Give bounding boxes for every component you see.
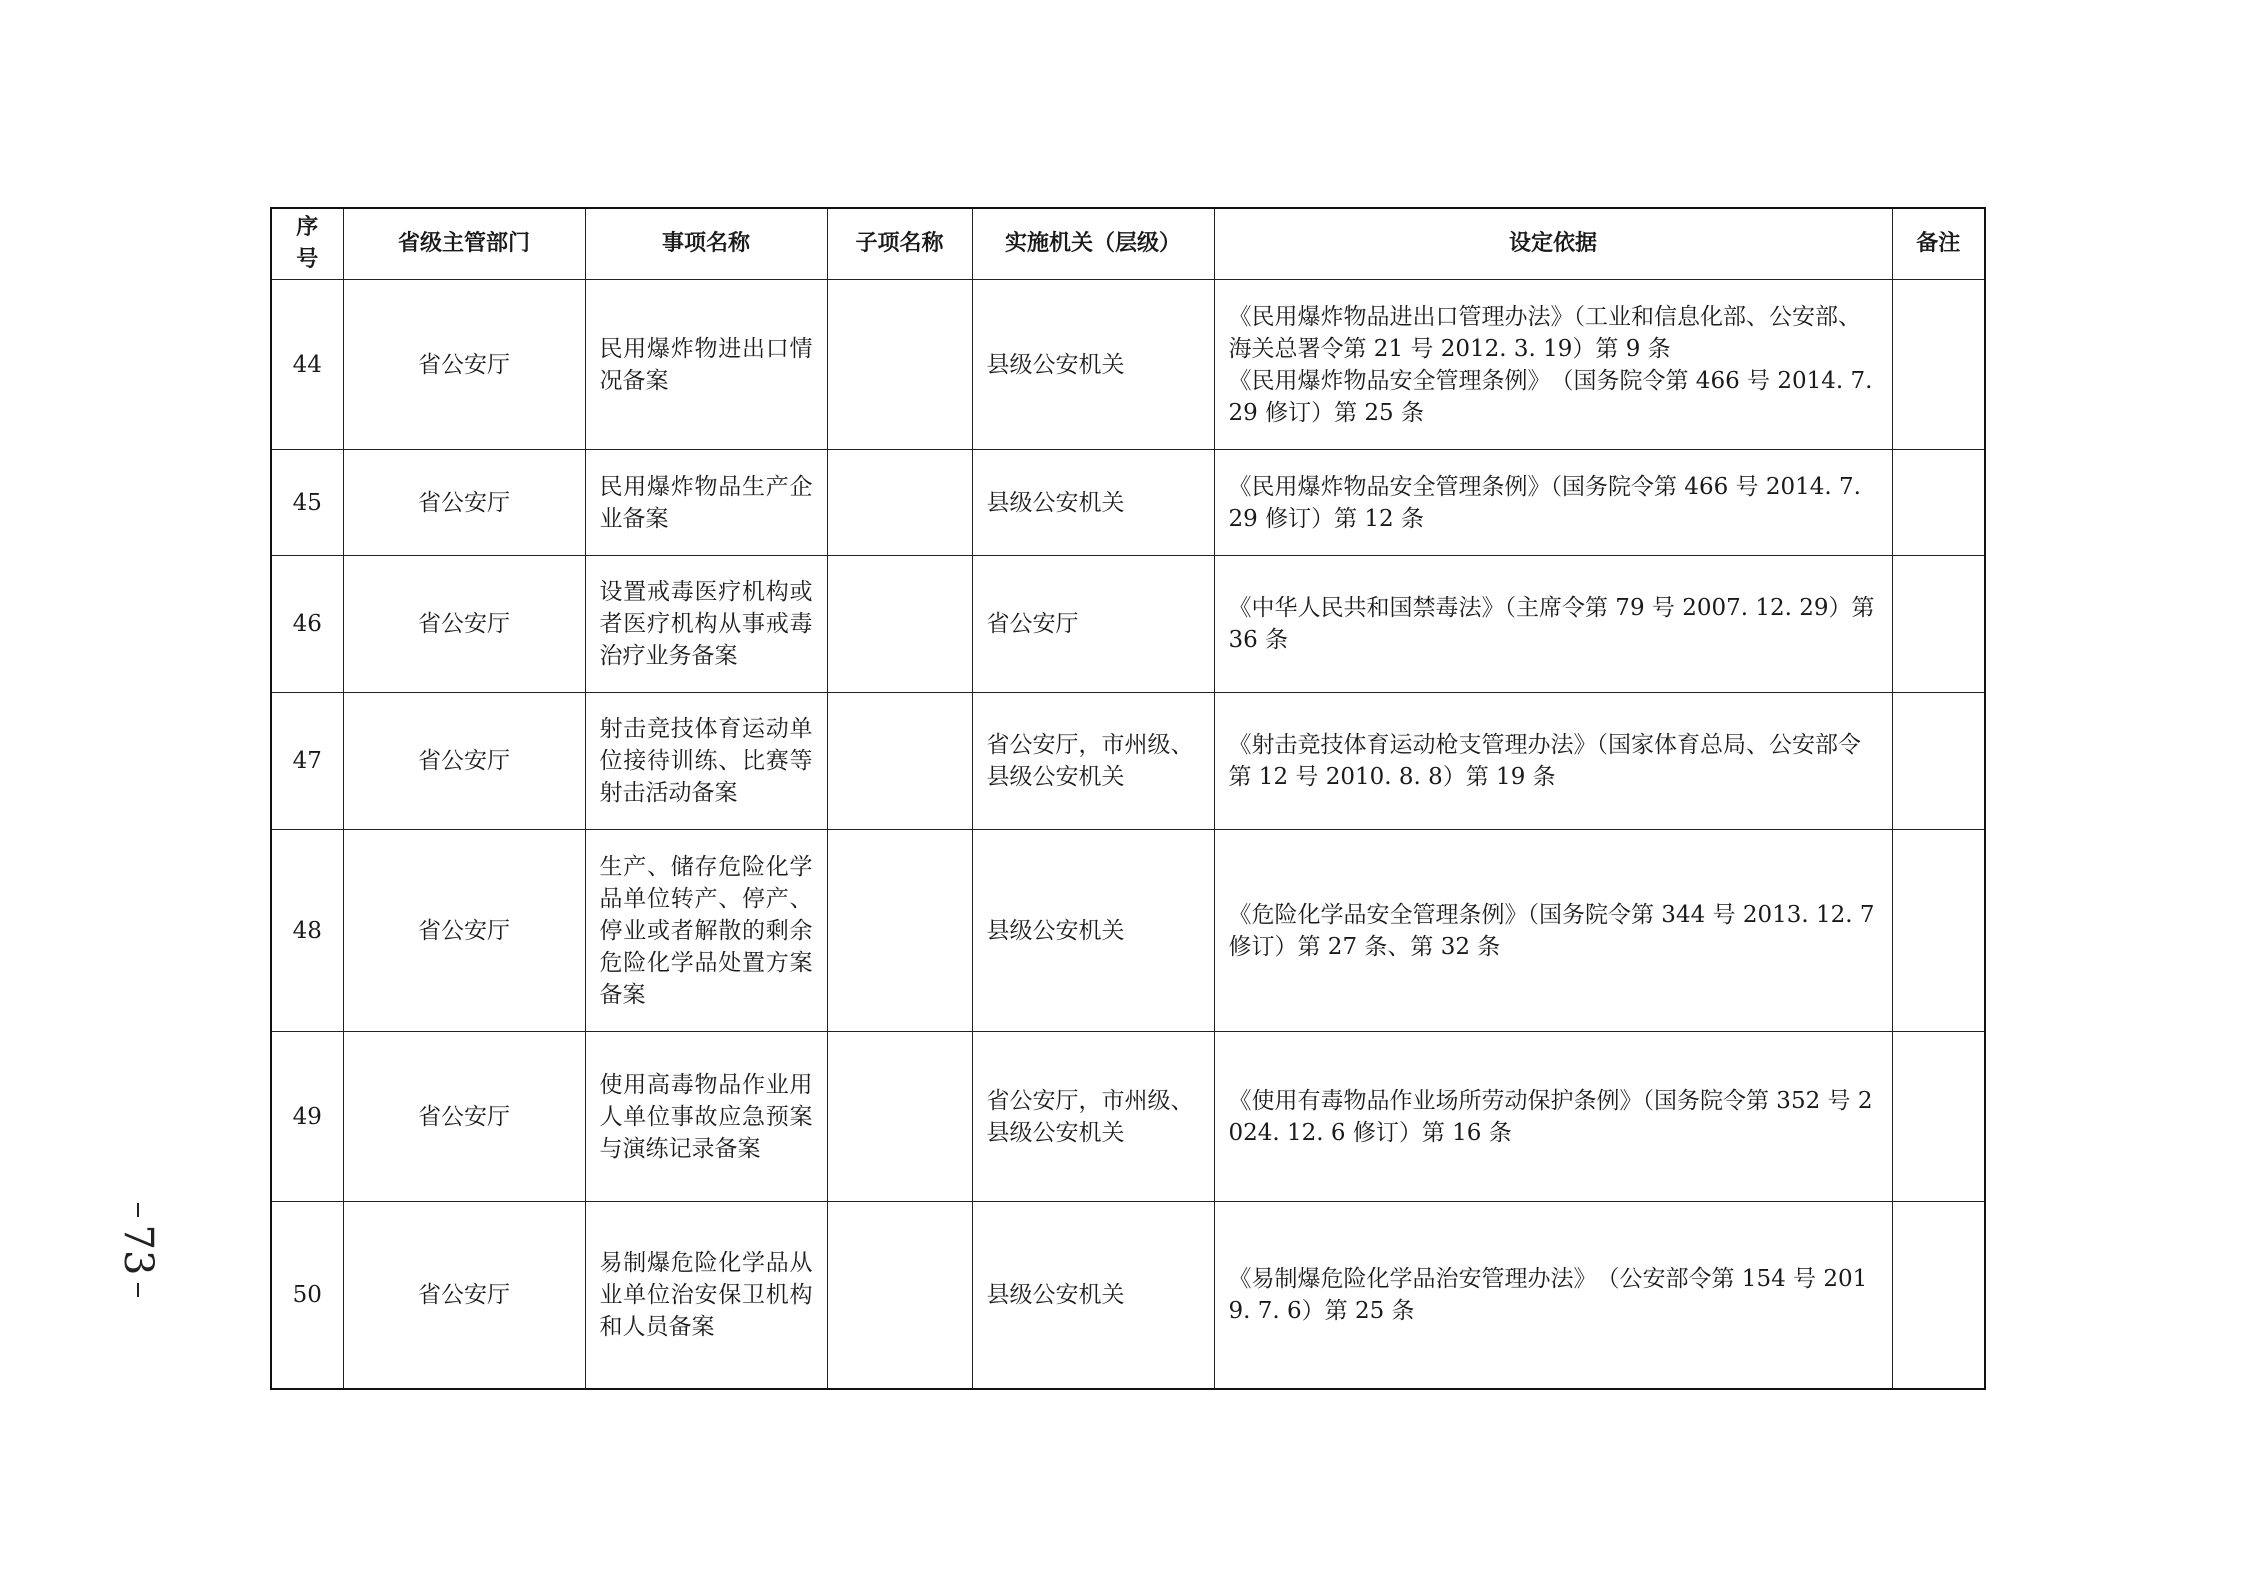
remarks-cell [1892, 556, 1985, 693]
item-name-cell: 使用高毒物品作业用人单位事故应急预案与演练记录备案 [585, 1032, 827, 1202]
item-name-cell: 易制爆危险化学品从业单位治安保卫机构和人员备案 [585, 1202, 827, 1389]
basis-cell [1214, 830, 1892, 1032]
dept-cell: 省公安厅 [343, 280, 585, 450]
approval-items-table [270, 207, 1986, 1390]
basis-line: 《使用有毒物品作业场所劳动保护条例》（国务院令第 352 号 2024. 12. 6 修订）第 16 条 [1228, 1087, 1873, 1146]
basis-cell [1214, 693, 1892, 830]
subitem-cell [827, 556, 972, 693]
subitem-cell [827, 1202, 972, 1389]
table-row [271, 556, 1985, 693]
table-row [271, 693, 1985, 830]
dept-cell: 省公安厅 [343, 556, 585, 693]
basis-cell [1214, 1032, 1892, 1202]
agency-cell: 省公安厅，市州级、县级公安机关 [972, 693, 1214, 830]
basis-line: 《中华人民共和国禁毒法》（主席令第 79 号 2007. 12. 29）第 36 条 [1228, 595, 1875, 653]
subitem-cell [827, 1032, 972, 1202]
item-name-cell: 射击竞技体育运动单位接待训练、比赛等射击活动备案 [585, 693, 827, 830]
dept-cell: 省公安厅 [343, 830, 585, 1032]
header-provincial-dept: 省级主管部门 [343, 208, 585, 280]
dept-cell: 省公安厅 [343, 450, 585, 556]
header-legal-basis: 设定依据 [1214, 208, 1892, 280]
dept-cell: 省公安厅 [343, 1032, 585, 1202]
basis-line: 《易制爆危险化学品治安管理办法》 （公安部令第 154 号 2019. 7. 6）第 25 条 [1228, 1265, 1868, 1324]
agency-cell: 县级公安机关 [972, 1202, 1214, 1389]
basis-line: 《危险化学品安全管理条例》（国务院令第 344 号 2013. 12. 7 修订）第 27 条、第 32 条 [1228, 901, 1875, 960]
serial-no-cell: 48 [271, 830, 343, 1032]
table-row [271, 1202, 1985, 1389]
agency-cell: 省公安厅，市州级、县级公安机关 [972, 1032, 1214, 1202]
serial-no-cell: 46 [271, 556, 343, 693]
table-row [271, 830, 1985, 1032]
item-name-cell: 设置戒毒医疗机构或者医疗机构从事戒毒治疗业务备案 [585, 556, 827, 693]
header-remarks: 备注 [1892, 208, 1985, 280]
table-row [271, 450, 1985, 556]
basis-cell [1214, 1202, 1892, 1389]
item-name-cell: 民用爆炸物进出口情况备案 [585, 280, 827, 450]
dept-cell: 省公安厅 [343, 1202, 585, 1389]
serial-no-cell: 47 [271, 693, 343, 830]
agency-cell: 省公安厅 [972, 556, 1214, 693]
basis-line: 《民用爆炸物品进出口管理办法》（工业和信息化部、公安部、海关总署令第 21 号 2012. 3. 19）第 9 条 [1228, 303, 1861, 362]
table-row [271, 1032, 1985, 1202]
basis-cell [1214, 556, 1892, 693]
remarks-cell [1892, 1202, 1985, 1389]
header-item-name: 事项名称 [585, 208, 827, 280]
subitem-cell [827, 693, 972, 830]
basis-cell [1214, 280, 1892, 450]
table-header-row [271, 208, 1985, 280]
page-number-dash-right [137, 1283, 139, 1297]
basis-cell [1214, 450, 1892, 556]
page-number [108, 1195, 168, 1305]
page-number-dash-left [137, 1203, 139, 1217]
serial-no-cell: 50 [271, 1202, 343, 1389]
basis-line: 《民用爆炸物品安全管理条例》（国务院令第 466 号 2014. 7. 29 修订）第 12 条 [1228, 473, 1861, 532]
serial-no-cell: 44 [271, 280, 343, 450]
item-name-cell: 生产、储存危险化学品单位转产、停产、停业或者解散的剩余危险化学品处置方案备案 [585, 830, 827, 1032]
basis-line: 《民用爆炸物品安全管理条例》 （国务院令第 466 号 2014. 7. 29 修订）第 25 条 [1228, 367, 1873, 426]
basis-line: 《射击竞技体育运动枪支管理办法》（国家体育总局、公安部令第 12 号 2010. 8. 8）第 19 条 [1228, 732, 1861, 790]
agency-cell: 县级公安机关 [972, 280, 1214, 450]
remarks-cell [1892, 830, 1985, 1032]
header-implementing-agency: 实施机关（层级） [972, 208, 1214, 280]
table-row [271, 280, 1985, 450]
subitem-cell [827, 830, 972, 1032]
subitem-cell [827, 280, 972, 450]
item-name-cell: 民用爆炸物品生产企业备案 [585, 450, 827, 556]
remarks-cell [1892, 450, 1985, 556]
header-subitem-name: 子项名称 [827, 208, 972, 280]
remarks-cell [1892, 280, 1985, 450]
header-serial-no: 序号 [271, 208, 343, 280]
agency-cell: 县级公安机关 [972, 450, 1214, 556]
serial-no-cell: 45 [271, 450, 343, 556]
subitem-cell [827, 450, 972, 556]
serial-no-cell: 49 [271, 1032, 343, 1202]
dept-cell: 省公安厅 [343, 693, 585, 830]
agency-cell: 县级公安机关 [972, 830, 1214, 1032]
page-number-text: 73 [115, 1224, 161, 1276]
remarks-cell [1892, 693, 1985, 830]
remarks-cell [1892, 1032, 1985, 1202]
